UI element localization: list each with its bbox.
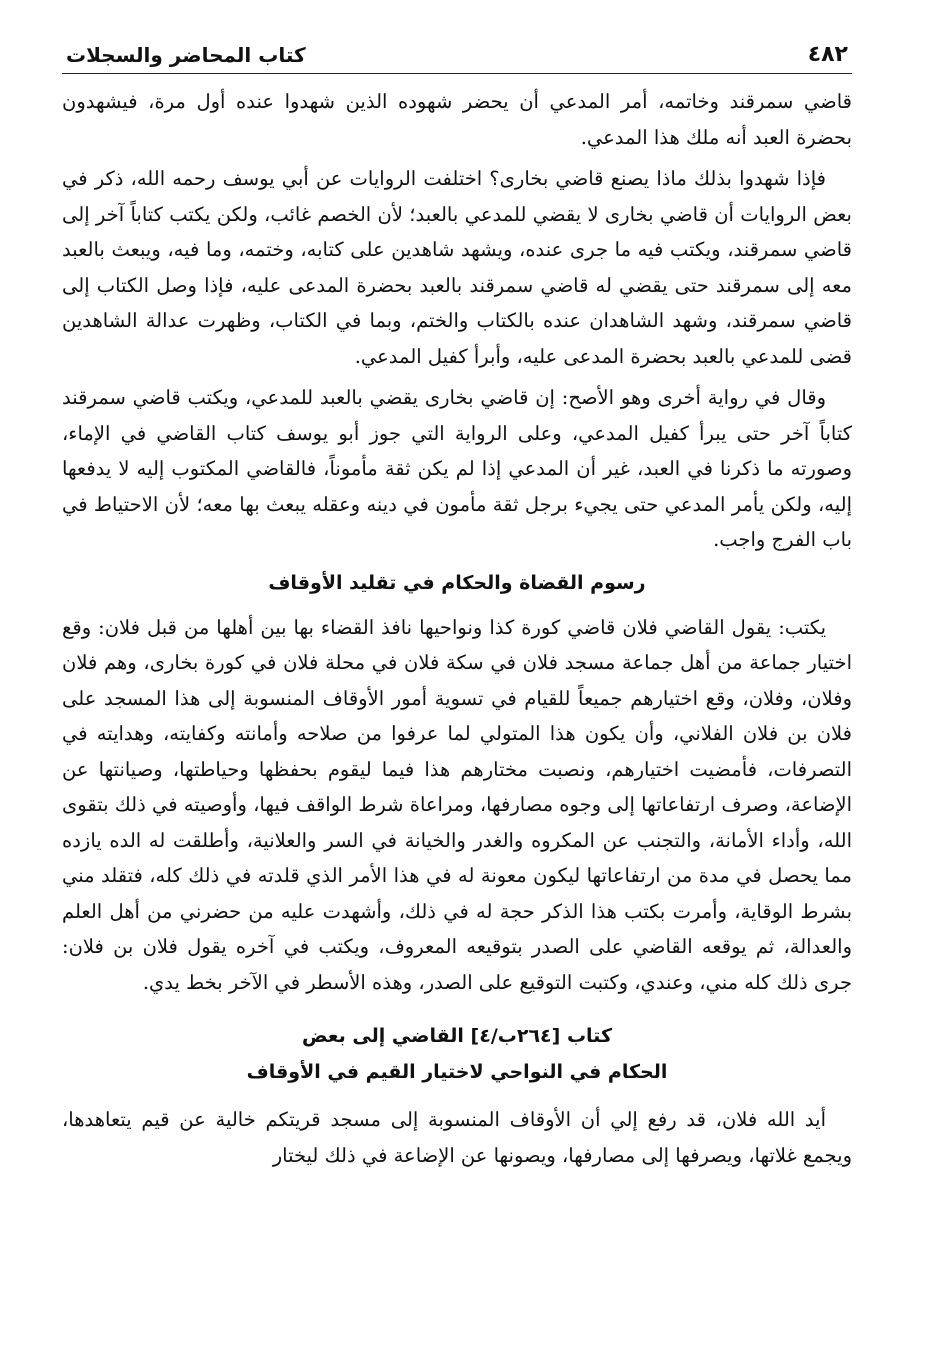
paragraph-2: فإذا شهدوا بذلك ماذا يصنع قاضي بخارى؟ اختلفت الروايات عن أبي يوسف رحمه الله، ذكر في بعض الروايات أن قاضي بخارى لا يقضي للمدعي بالعبد؛ لأن الخصم غائب، ولكن يكتب كتاباً آخر إلى قاضي سمرقند، ويكتب فيه ما جرى عنده، ويشهد شاهدين على كتابه، وختمه، وما فيه، ويبعث بالعبد معه إلى سمرقند حتى يقضي له قاضي سمرقند بالعبد بحضرة المدعى عليه، فإذا وصل الكتاب إلى قاضي سمرقند، وشهد الشاهدان عنده بالكتاب والختم، وبما في الكتاب، وظهرت عدالة الشاهدين قضى للمدعي بالعبد بحضرة المدعى عليه، وأبرأ كفيل المدعي. <box>62 167 852 368</box>
paragraph-3: وقال في رواية أخرى وهو الأصح: إن قاضي بخارى يقضي بالعبد للمدعي، ويكتب قاضي سمرقند كتاباً آخر حتى يبرأ كفيل المدعي، وعلى الرواية التي جوز أبو يوسف كتاب القاضي في الإماء، وصورته ما ذكرنا في العبد، غير أن المدعي إذا لم يكن ثقة مأموناً، فالقاضي المكتوب إليه لا يدفعها إليه، ولكن يأمر المدعي حتى يجيء برجل ثقة مأمون في دينه وعقله يبعث بها معه؛ لأن الاحتياط في باب الفرج واجب. <box>62 386 852 551</box>
body-text <box>62 84 852 1173</box>
paragraph-5: أيد الله فلان، قد رفع إلي أن الأوقاف المنسوبة إلى مسجد قريتكم خالية عن قيم يتعاهدها، ويجمع غلاتها، ويصرفها إلى مصارفها، ويصونها عن الإضاعة في ذلك ليختار <box>62 1108 852 1167</box>
section-heading-2 <box>62 1018 852 1090</box>
section-heading-2-line-2: الحكام في النواحي لاختيار القيم في الأوقاف <box>246 1061 668 1083</box>
paragraph-4: يكتب: يقول القاضي فلان قاضي كورة كذا ونواحيها نافذ القضاء بها بين أهلها من قبل فلان: وقع اختيار جماعة من أهل جماعة مسجد فلان في سكة فلان في محلة فلان في كورة بخارى، وهم فلان وفلان، وفلان، وقع اختيارهم جميعاً للقيام في تسوية أمور الأوقاف المنسوبة إلى هذا المسجد على فلان بن فلان الفلاني، وأن يكون هذا المتولي لما عرفوا من صلاحه وأمانته وكفايته، وهدايته في التصرفات، فأمضيت اختيارهم، ونصبت مختارهم هذا فيما ليقوم بحفظها وحياطتها، وصيانتها عن الإضاعة، وصرف ارتفاعاتها إلى وجوه مصارفها، ومراعاة شرط الواقف فيها، وأوصيته في ذلك بتقوى الله، وأداء الأمانة، والتجنب عن المكروه والغدر والخيانة في السر والعلانية، وأطلقت له الده يازده مما يحصل في مدة من ارتفاعاتها ليكون معونة له في هذا الأمر الذي قلدته في ذلك كله، فتقلد مني بشرط الوقاية، وأمرت بكتب هذا الذكر حجة له في ذلك، وأشهدت عليه من حضرني من أهل العلم والعدالة، ثم يوقعه القاضي على الصدر بتوقيعه المعروف، ويكتب في آخره يقول فلان بن فلان: جرى ذلك كله مني، وعندي، وكتبت التوقيع على الصدر، وهذه الأسطر في الآخر بخط يدي. <box>62 615 852 994</box>
running-header <box>62 30 852 74</box>
section-heading-1: رسوم القضاة والحكام في تقليد الأوقاف <box>268 571 646 594</box>
page-number: ٤٨٢ <box>807 42 848 67</box>
section-heading-2-line-1: كتاب [٢٦٤ب/٤] القاضي إلى بعض <box>301 1025 612 1047</box>
paragraph-1: قاضي سمرقند وخاتمه، أمر المدعي أن يحضر شهوده الذين شهدوا عنده أول مرة، فيشهدون بحضرة العبد أنه ملك هذا المدعي. <box>62 90 852 149</box>
book-page <box>62 30 852 1179</box>
book-title: كتاب المحاضر والسجلات <box>66 43 306 67</box>
